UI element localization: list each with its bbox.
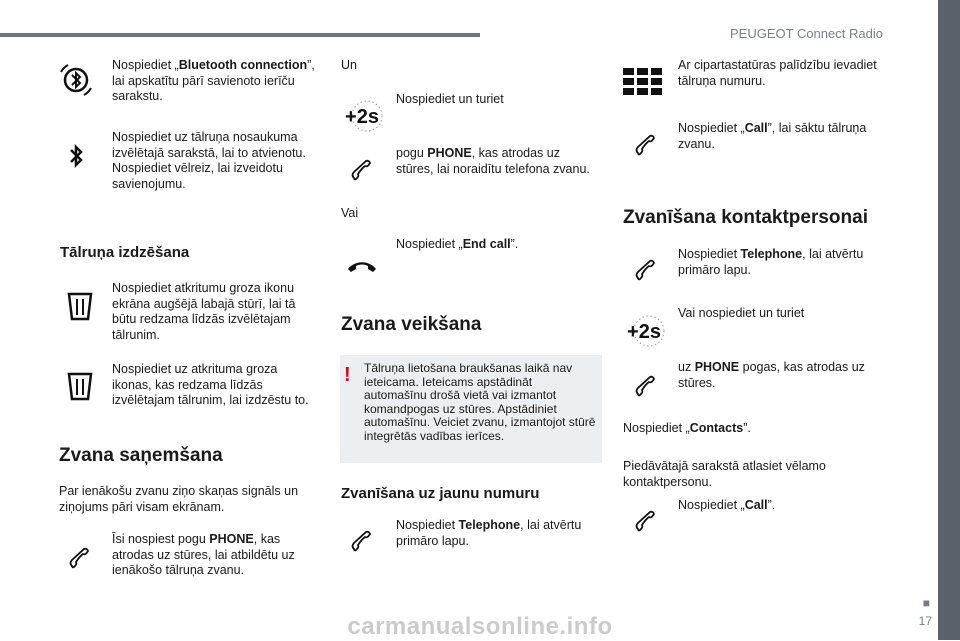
phone-icon	[628, 127, 664, 163]
bluetooth-connection-icon	[58, 62, 94, 98]
delete-heading: Tālruņa izdzēšana	[60, 244, 190, 261]
new-number-heading: Zvanīšana uz jaunu numuru	[341, 485, 540, 502]
phone-button-text: uz PHONE pogas, kas atrodas uz stūres.	[678, 360, 865, 390]
bt-connection-text: Nospiediet „Bluetooth connection”, lai apskatītu pārī savienoto ierīču sarakstu.	[112, 58, 315, 103]
warning-icon: !	[344, 364, 351, 386]
end-call-icon	[344, 248, 380, 284]
un-text: Un	[341, 58, 357, 72]
receive-step-text: Īsi nospiest pogu PHONE, kas atrodas uz stūres, lai atbildētu uz ienākošo tālruņa zvanu.	[112, 532, 295, 577]
phone-icon	[628, 503, 664, 539]
page-number: 17	[918, 614, 932, 628]
hold-text: Nospiediet un turiet	[396, 92, 504, 106]
end-call-text: Nospiediet „End call”.	[396, 237, 519, 251]
watermark: carmanualsonline.info	[347, 613, 613, 640]
phone-icon	[62, 540, 98, 576]
vai-text: Vai	[341, 206, 359, 220]
delete-step2-text: Nospiediet uz atkrituma groza ikonas, kas redzama līdzās izvēlētajam tālrunim, lai izdzēstu to.	[112, 362, 309, 407]
keypad-text: Ar cipartastatūras palīdzību ievadiet tālruņa numuru.	[678, 58, 877, 88]
delete-step1-text: Nospiediet atkritumu groza ikonu ekrāna augšējā labajā stūrī, lai tā būtu redzama līdzās izvēlētajam tālrunim.	[112, 281, 296, 342]
hold-text: Vai nospiediet un turiet	[678, 306, 805, 320]
contact-call-heading: Zvanīšana kontaktpersonai	[623, 207, 868, 228]
reject-text: pogu PHONE, kas atrodas uz stūres, lai noraidītu telefona zvanu.	[396, 146, 590, 176]
hold-2s-icon	[340, 98, 384, 134]
bullet-mark: ■	[922, 596, 930, 610]
keypad-icon	[622, 64, 664, 100]
contact-list-text: Piedāvātajā sarakstā atlasiet vēlamo kontaktpersonu.	[623, 459, 826, 489]
warning-text: Tālruņa lietošana braukšanas laikā nav ieteicama. Ieteicams apstādināt automašīnu drošā vietā vai izmantot komandpogas uz stūres. Apstādiniet automašīnu. Veiciet zvanu, izmantojot stūrē integrētās vadības ierīces.	[364, 361, 596, 443]
bt-disconnect-text: Nospiediet uz tālruņa nosaukuma izvēlētajā sarakstā, lai to atvienotu. Nospiediet vēlreiz, lai izveidotu savienojumu.	[112, 130, 306, 191]
receive-intro-text: Par ienākošu zvanu ziņo skaņas signāls un ziņojums pāri visam ekrānam.	[59, 484, 299, 514]
header-rule	[0, 33, 480, 37]
trash-icon	[62, 368, 98, 404]
new-number-text: Nospiediet Telephone, lai atvērtu primāro lapu.	[396, 518, 582, 548]
start-call-text: Nospiediet „Call”, lai sāktu tālruņa zvanu.	[678, 121, 867, 151]
trash-icon	[62, 288, 98, 324]
hold-2s-icon	[622, 313, 666, 349]
brand-label: PEUGEOT Connect Radio	[730, 26, 883, 41]
phone-icon	[628, 368, 664, 404]
phone-icon	[344, 523, 380, 559]
phone-icon	[628, 252, 664, 288]
final-call-text: Nospiediet „Call”.	[678, 498, 776, 512]
contact-telephone-text: Nospiediet Telephone, lai atvērtu primāro lapu.	[678, 247, 864, 277]
making-call-heading: Zvana veikšana	[341, 314, 482, 335]
hold-2s-label: +2s	[627, 321, 661, 343]
phone-icon	[344, 152, 380, 188]
contacts-text: Nospiediet „Contacts”.	[623, 421, 751, 435]
hold-2s-label: +2s	[345, 106, 379, 128]
side-tab	[938, 0, 960, 640]
receive-heading: Zvana saņemšana	[59, 445, 223, 466]
bluetooth-icon	[58, 138, 94, 174]
